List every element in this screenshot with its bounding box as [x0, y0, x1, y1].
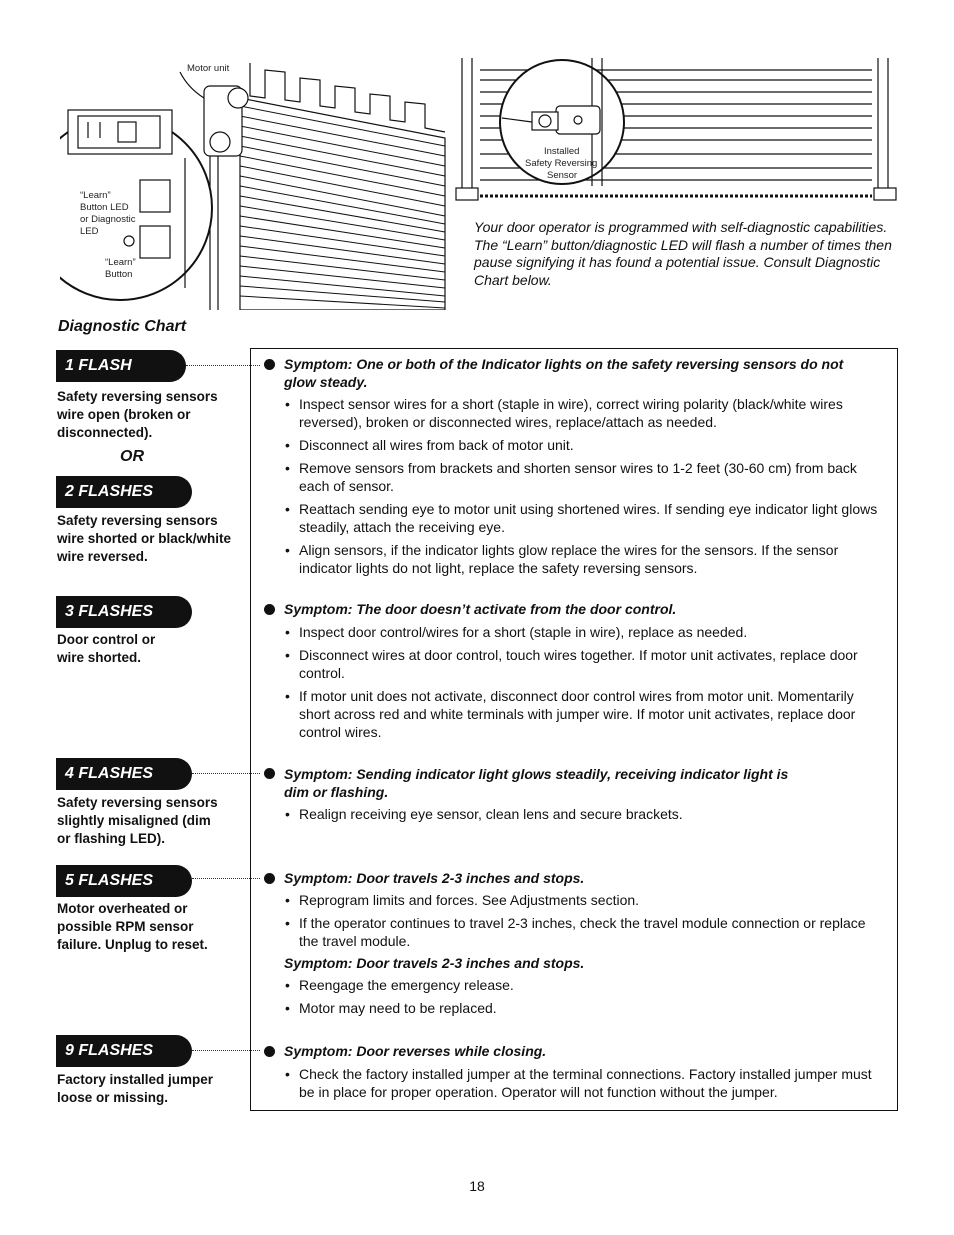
- symptom-bullet-5: [264, 873, 275, 884]
- solution-item: • If the operator continues to travel 2-3 inches, check the travel module connection or replace the travel module.: [283, 914, 881, 950]
- solution-list-1: [283, 395, 881, 582]
- sensor-label-3: Sensor: [547, 170, 578, 181]
- learn-led-label-1: “Learn”: [80, 190, 111, 201]
- symptom-bullet-3: [264, 604, 275, 615]
- leader-line-1: [186, 365, 260, 366]
- learn-led-label-3: or Diagnostic: [80, 214, 136, 225]
- solution-item: • Align sensors, if the indicator lights glow replace the wires for the sensors. If the sensor indicator lights do not light, replace the safety reversing sensors.: [283, 541, 881, 577]
- solution-item: • Check the factory installed jumper at the terminal connections. Factory installed jumper must be in place for proper operation. Operator will not function without the jumper.: [283, 1065, 881, 1101]
- solution-item: • If motor unit does not activate, disconnect door control wires from motor unit. Momentarily short across red and white terminals with jumper wire. If motor unit activates, replace door control wires.: [283, 687, 881, 741]
- symptom-9: Symptom: Door reverses while closing.: [284, 1043, 547, 1059]
- flash-tab-2: 2 FLASHES: [56, 476, 192, 508]
- solution-item: • Motor may need to be replaced.: [283, 999, 881, 1017]
- flash-tab-4: 4 FLASHES: [56, 758, 192, 790]
- symptom-5: Symptom: Door travels 2-3 inches and stops.: [284, 870, 585, 886]
- solution-item: • Inspect door control/wires for a short (staple in wire), replace as needed.: [283, 623, 881, 641]
- intro-text: Your door operator is programmed with self-diagnostic capabilities. The “Learn” button/diagnostic LED will flash a number of times then pause signifying it has found a potential issue. Consult Diagnostic Chart below.: [474, 219, 892, 288]
- motor-unit-label: Motor unit: [187, 63, 230, 74]
- flash-tab-5: 5 FLASHES: [56, 865, 192, 897]
- learn-led-label-2: Button LED: [80, 202, 129, 213]
- sensor-drawing: [452, 58, 904, 210]
- cause-text-4: Safety reversing sensors slightly misaligned (dim or flashing LED).: [57, 795, 218, 846]
- symptom-1: Symptom: One or both of the Indicator lights on the safety reversing sensors do not glow steady.: [284, 356, 844, 390]
- solution-list-5: [283, 891, 881, 955]
- solution-item: • Realign receiving eye sensor, clean lens and secure brackets.: [283, 805, 881, 823]
- sensor-illustration: [452, 58, 904, 210]
- cause-text-2: Safety reversing sensors wire shorted or black/white wire reversed.: [57, 513, 232, 564]
- solution-item: • Remove sensors from brackets and shorten sensor wires to 1-2 feet (30-60 cm) from back each of sensor.: [283, 459, 881, 495]
- solution-item: • Disconnect wires at door control, touch wires together. If motor unit activates, replace door control.: [283, 646, 881, 682]
- solution-item: • Reprogram limits and forces. See Adjustments section.: [283, 891, 881, 909]
- motor-unit-illustration: [60, 58, 450, 310]
- learn-led-label-4: LED: [80, 226, 99, 237]
- symptom-bullet-1: [264, 359, 275, 370]
- page-number: 18: [469, 1178, 485, 1194]
- solution-item: • Disconnect all wires from back of motor unit.: [283, 436, 881, 454]
- flash-tab-3: 3 FLASHES: [56, 596, 192, 628]
- solution-list-4: [283, 805, 881, 828]
- motor-unit-drawing: [60, 58, 450, 310]
- symptom-5b: Symptom: Door travels 2-3 inches and stops.: [284, 955, 585, 971]
- cause-text-1: Safety reversing sensors wire open (broken or disconnected).: [57, 389, 218, 440]
- cause-text-9: Factory installed jumper loose or missing.: [57, 1072, 214, 1105]
- symptom-bullet-9: [264, 1046, 275, 1057]
- solution-item: • Reattach sending eye to motor unit using shortened wires. If sending eye indicator light glows steadily, attach the receiving eye.: [283, 500, 881, 536]
- chart-title: Diagnostic Chart: [58, 318, 187, 335]
- symptom-4: Symptom: Sending indicator light glows steadily, receiving indicator light is dim or flashing.: [284, 766, 789, 800]
- flash-tab-1: 1 FLASH: [56, 350, 186, 382]
- learn-button-label-1: “Learn”: [105, 257, 136, 268]
- cause-text-5: Motor overheated or possible RPM sensor failure. Unplug to reset.: [57, 901, 208, 952]
- sensor-label-1: Installed: [544, 146, 580, 157]
- solution-item: • Inspect sensor wires for a short (staple in wire), correct wiring polarity (black/white wires reversed), broken or disconnected wires, replace/attach as needed.: [283, 395, 881, 431]
- symptom-bullet-4: [264, 768, 275, 779]
- flash-tab-9: 9 FLASHES: [56, 1035, 192, 1067]
- cause-text-3: Door control or wire shorted.: [57, 632, 156, 665]
- symptom-3: Symptom: The door doesn’t activate from the door control.: [284, 601, 677, 617]
- learn-button-label-2: Button: [105, 269, 133, 280]
- sensor-label-2: Safety Reversing: [525, 158, 598, 169]
- solution-list-3: [283, 623, 881, 746]
- solution-list-5b: [283, 976, 881, 1022]
- or-label: OR: [120, 448, 144, 465]
- solution-item: • Reengage the emergency release.: [283, 976, 881, 994]
- solution-list-9: [283, 1065, 881, 1106]
